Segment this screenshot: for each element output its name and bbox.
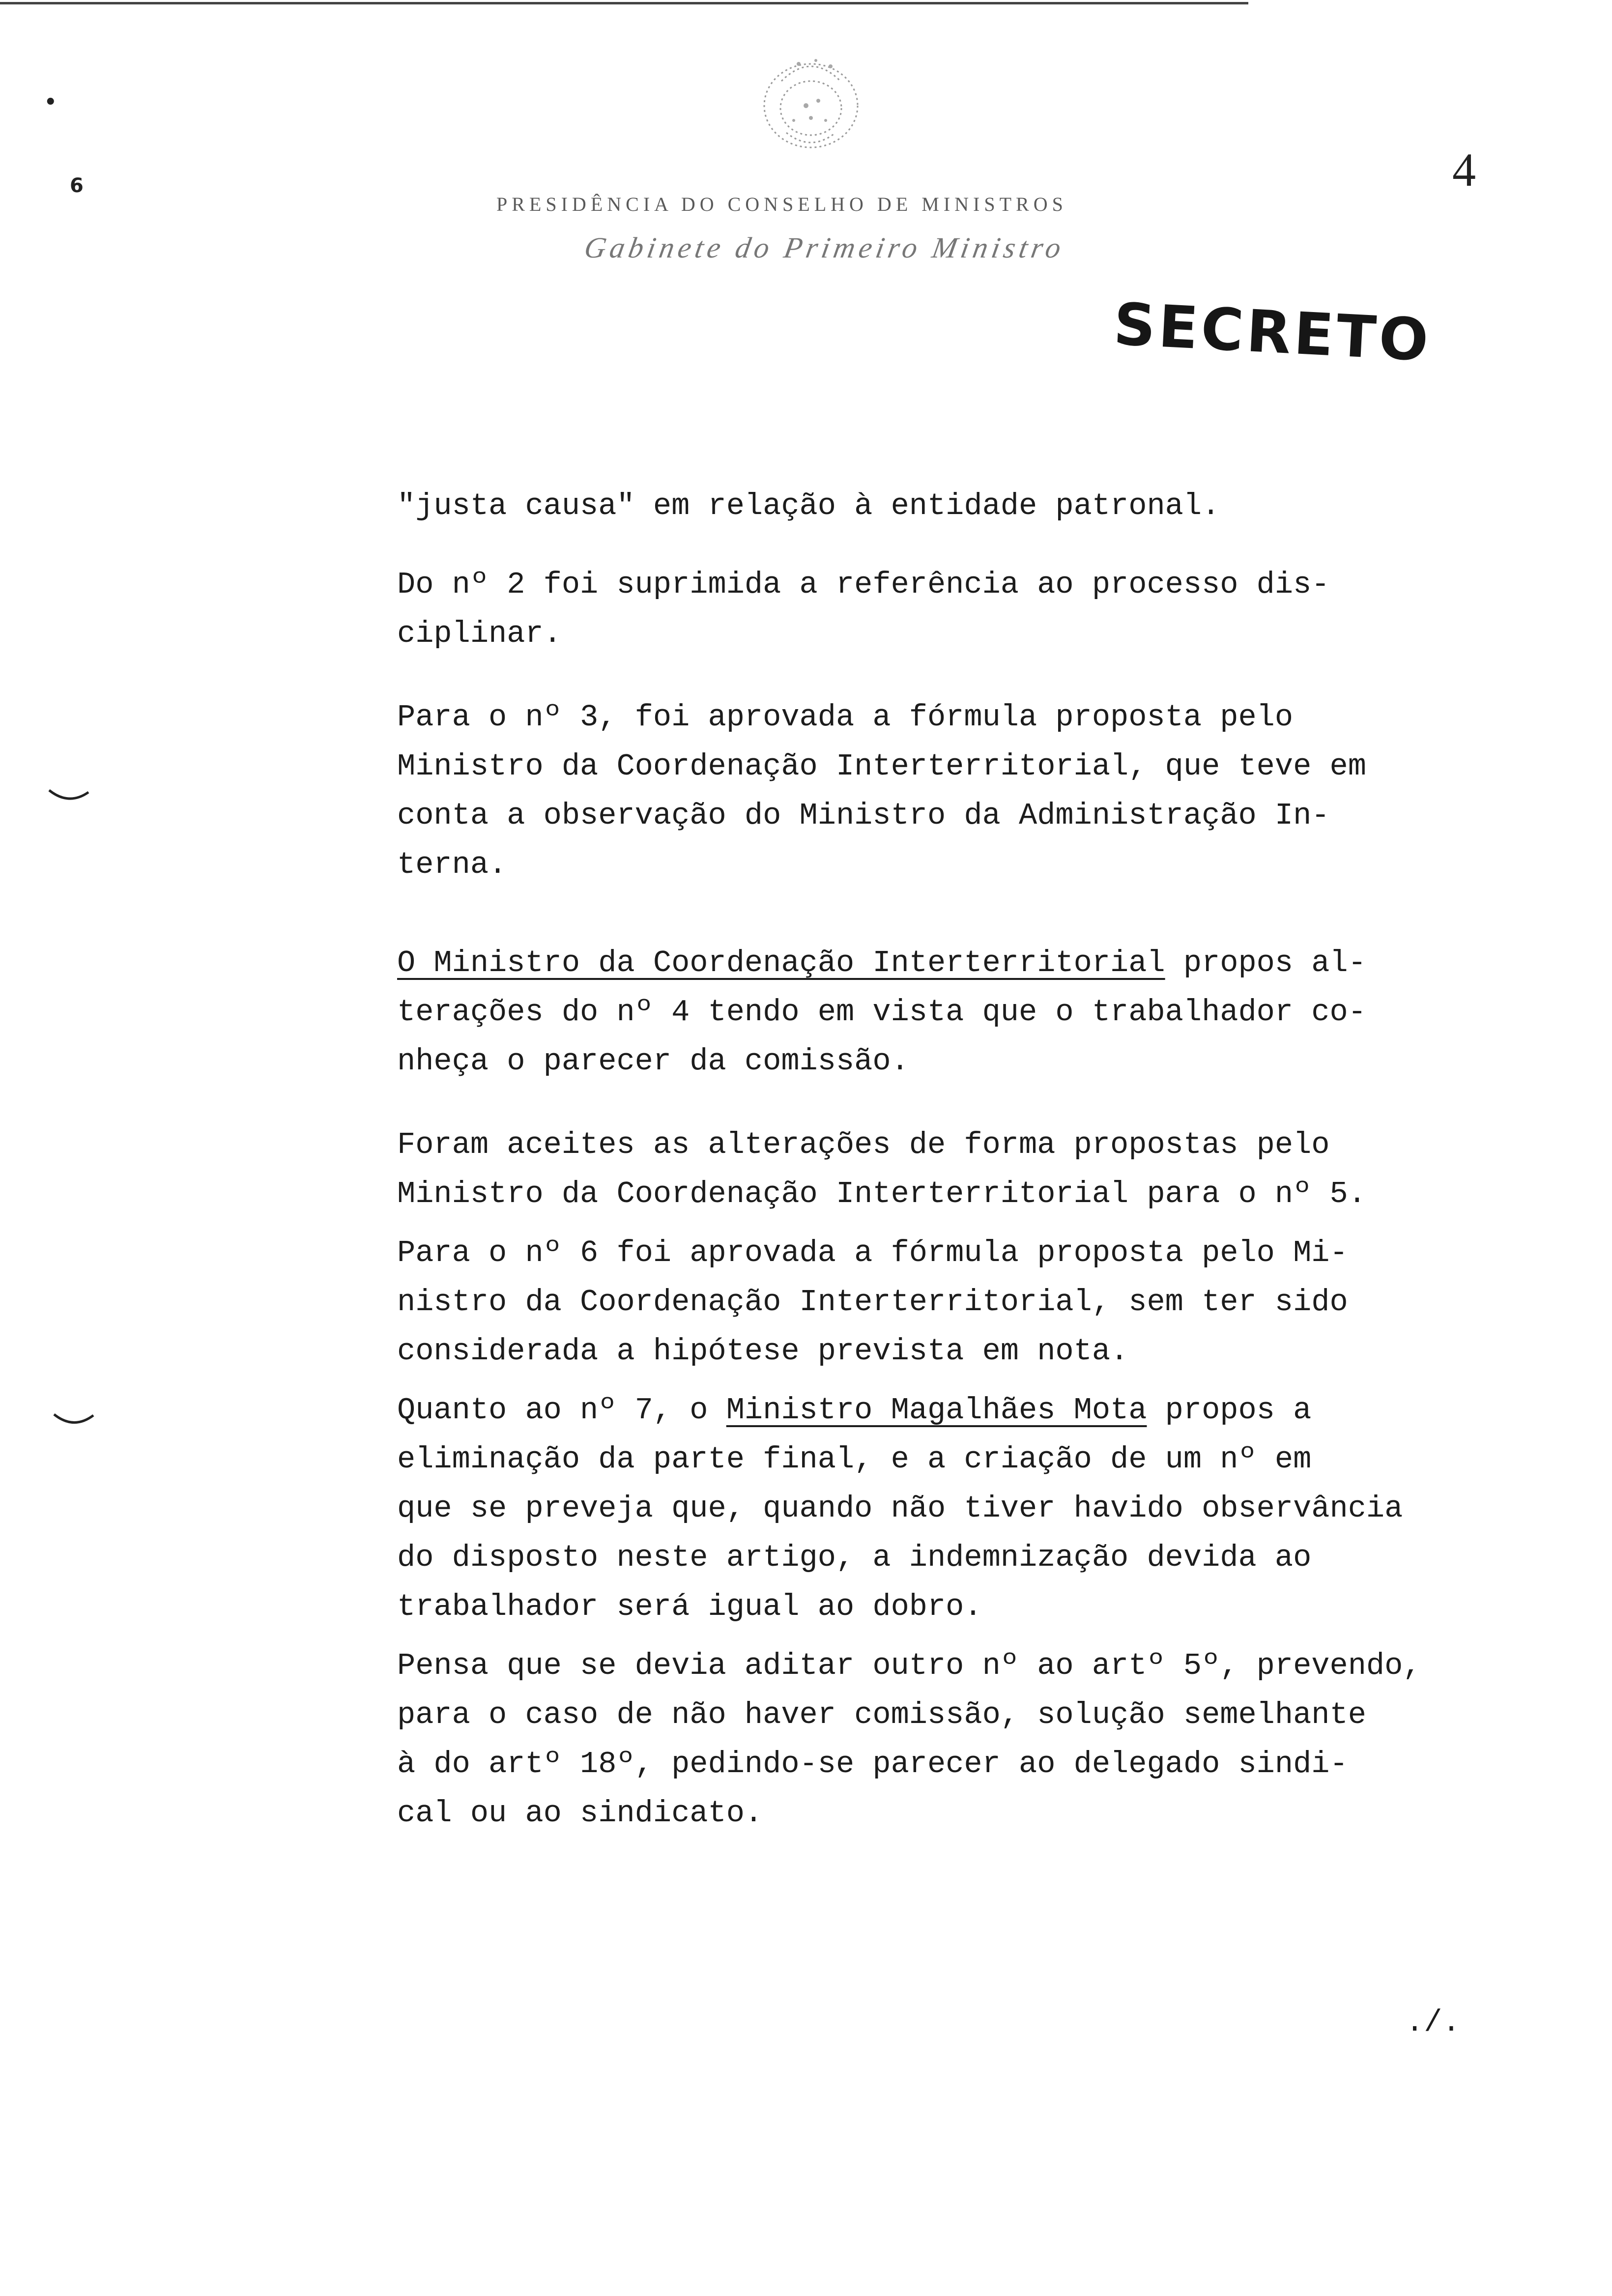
- letterhead-title: PRESIDÊNCIA DO CONSELHO DE MINISTROS: [496, 193, 1067, 215]
- document-body: [397, 482, 1523, 1838]
- paragraph: O Ministro da Coordenação Interterritorial propos al- terações do nº 4 tendo em vista que o trabalhador co- nheça o parecer da comissão.: [397, 946, 1366, 1079]
- top-rule: [0, 2, 1248, 4]
- margin-mark: 6: [70, 174, 84, 197]
- letterhead-subtitle: Gabinete do Primeiro Ministro: [582, 231, 1067, 264]
- paragraph: "justa causa" em relação à entidade patronal.: [397, 488, 1220, 523]
- paragraph: Foram aceites as alterações de forma propostas pelo Ministro da Coordenação Interterritorial para o nº 5.: [397, 1127, 1366, 1211]
- paragraph: Para o nº 3, foi aprovada a fórmula proposta pelo Ministro da Coordenação Interterritorial, que teve em conta a observação do Ministro da Administração In- terna.: [397, 700, 1366, 882]
- punch-hole-mark: [47, 786, 91, 806]
- paragraph: Pensa que se devia aditar outro nº ao artº 5º, prevendo, para o caso de não haver comissão, solução semelhante à do artº 18º, pedindo-se parecer ao delegado sindi- cal ou ao sindicato.: [397, 1648, 1421, 1831]
- coat-of-arms-seal: [752, 47, 870, 160]
- underlined-name: Ministro Magalhães Mota: [726, 1393, 1147, 1428]
- margin-mark: •: [44, 91, 57, 114]
- paragraph: Para o nº 6 foi aprovada a fórmula proposta pelo Mi- nistro da Coordenação Interterritorial, sem ter sido considerada a hipótese prevista em nota.: [397, 1235, 1348, 1369]
- classification-stamp: SECRETO: [1112, 290, 1433, 374]
- page-number: 4: [1452, 144, 1476, 196]
- underlined-name: O Ministro da Coordenação Interterritorial: [397, 946, 1165, 980]
- punch-hole-mark: [52, 1410, 96, 1430]
- paragraph: Do nº 2 foi suprimida a referência ao processo dis- ciplinar.: [397, 567, 1330, 651]
- continuation-mark: ./.: [1406, 2005, 1461, 2040]
- paragraph: Quanto ao nº 7, o Ministro Magalhães Mota propos a eliminação da parte final, e a criação de um nº em que se preveja que, quando não tiver havido observância do disposto neste artigo, a indemnização devida ao trabalhador será igual ao dobro.: [397, 1393, 1403, 1624]
